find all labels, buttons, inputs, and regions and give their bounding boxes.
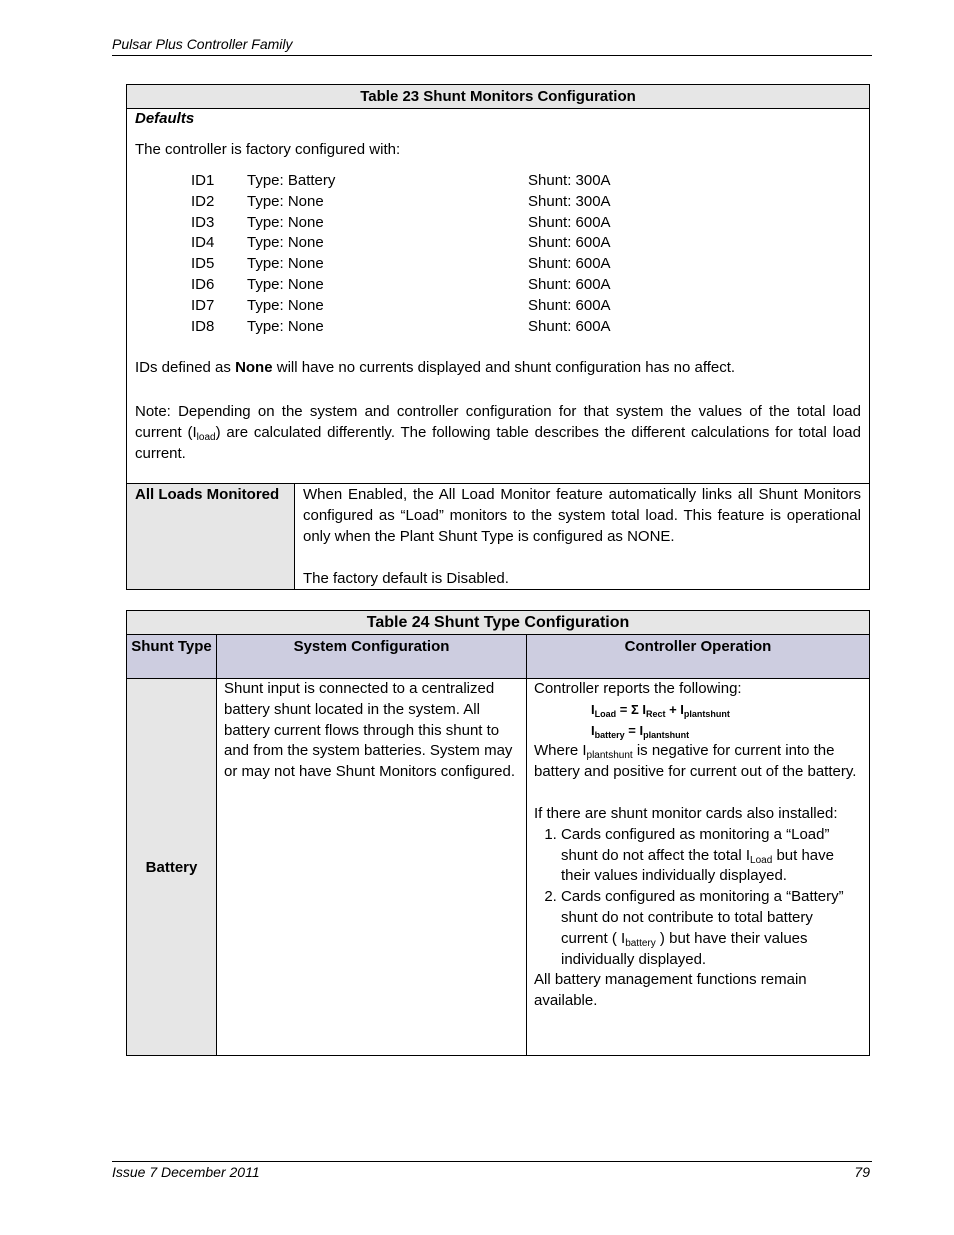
id-shunt: Shunt: 600A [528,275,611,293]
footer-issue: Issue 7 December 2011 [112,1164,260,1180]
id-shunt: Shunt: 600A [528,234,611,252]
id-row [191,233,691,254]
all-loads-monitored-description [295,484,869,589]
all-loads-monitored-label: All Loads Monitored [127,484,295,589]
id-list [191,171,691,337]
id-type: Type: None [247,255,324,273]
table-24 [126,610,870,1056]
all-loads-text: When Enabled, the All Load Monitor feature automatically links all Shunt Monitors configured as “Load” monitors to the system total load. This feature is operational only when the Plant Shunt Type is configured as NONE. [303,486,861,545]
id-label: ID2 [191,192,215,210]
all-loads-monitored-row [127,483,869,589]
id-shunt: Shunt: 600A [528,213,611,231]
all-loads-default: The factory default is Disabled. [303,570,509,587]
load-formula [534,700,862,721]
cards-list [534,825,862,971]
table-23-defaults-section [127,109,869,483]
item-pre: Cards configured as monitoring a “Battery” shunt do not contribute to total battery current ( I [561,888,844,947]
item-post: ) but have their values individually displayed. [561,929,808,968]
battery-formula [534,721,862,742]
item-sub: battery [625,937,656,949]
where-text [534,741,862,783]
formula-sub: Rect [645,708,666,719]
spacer [534,783,862,804]
id-row [191,317,691,338]
id-type: Type: None [247,234,324,252]
closing-text: All battery management functions remain available. [534,971,807,1010]
id-label: ID3 [191,213,215,231]
none-note-bold: None [235,359,273,376]
header-shunt-type: Shunt Type [127,635,217,678]
controller-operation-cell [527,679,869,1055]
spacer [303,547,861,568]
note-sub: load [196,432,216,443]
header-controller-operation: Controller Operation [624,638,772,655]
formula-symbol: I [591,722,595,738]
formula-operator: = I [624,722,644,738]
list-item [561,887,862,970]
shunt-type-cell: Battery [127,679,217,1055]
formula-sub: plantshunt [683,708,730,719]
footer-rule [112,1161,872,1162]
where-pre: Where I [534,742,587,760]
formula-sub: Load [594,708,617,719]
table-23-title: Table 23 Shunt Monitors Configuration [127,85,869,109]
id-shunt: Shunt: 600A [528,317,611,335]
none-note-post: will have no currents displayed and shunt configuration has no affect. [272,359,736,376]
id-row [191,275,691,296]
item-sub: Load [750,854,773,866]
id-shunt: Shunt: 300A [528,172,611,189]
reports-text: Controller reports the following: [534,680,742,697]
table-23 [126,84,870,590]
page-number: 79 [854,1164,870,1180]
id-row [191,254,691,275]
if-cards-text: If there are shunt monitor cards also installed: [534,804,838,822]
id-row [191,213,691,234]
formula-operator: + I [665,701,684,717]
note-pre: Note: Depending on the system and controller configuration for that system the values of the total load current (I [135,403,861,441]
list-item [561,825,862,887]
table-row [127,679,869,1055]
id-label: ID7 [191,296,215,314]
id-shunt: Shunt: 600A [528,255,611,273]
id-row [191,296,691,317]
header-rule [112,55,872,56]
table-24-title: Table 24 Shunt Type Configuration [127,611,869,634]
id-label: ID8 [191,317,215,335]
where-sub: plantshunt [586,750,633,762]
none-note [135,359,735,376]
formula-sub: battery [594,729,625,740]
note-post: ) are calculated differently. The following table describes the different calculations for total load current. [135,424,861,462]
defaults-intro: The controller is factory configured with: [135,141,401,158]
id-label: ID5 [191,255,215,273]
id-label: ID6 [191,275,215,293]
running-header: Pulsar Plus Controller Family [112,36,293,52]
id-row [191,192,691,213]
id-type: Type: None [247,317,324,335]
formula-symbol: I [591,701,595,717]
id-label: ID1 [191,172,215,189]
id-shunt: Shunt: 600A [528,296,611,314]
formula-operator: = Σ I [616,701,646,717]
id-type: Type: None [247,192,324,210]
id-type: Type: None [247,296,324,314]
where-post: is negative for current into the battery and positive for current out of the battery. [534,742,857,781]
id-shunt: Shunt: 300A [528,192,611,210]
none-note-pre: IDs defined as [135,359,236,376]
id-type: Type: None [247,275,324,293]
id-type: Type: Battery [247,172,336,189]
load-current-note [135,401,861,464]
table-24-header-row [127,634,869,679]
formula-sub: plantshunt [643,729,690,740]
item-pre: Cards configured as monitoring a “Load” shunt do not affect the total I [561,825,830,864]
item-post: but have their values individually displayed. [561,846,834,885]
header-system-configuration: System Configuration [217,635,527,678]
defaults-label: Defaults [135,110,195,127]
system-configuration-cell: Shunt input is connected to a centralized battery shunt located in the system. All battery current flows through this shunt to and from the system batteries. System may or may not have Shunt Monitors configured. [217,679,527,1055]
id-label: ID4 [191,234,215,252]
id-row [191,171,691,192]
id-type: Type: None [247,213,324,231]
